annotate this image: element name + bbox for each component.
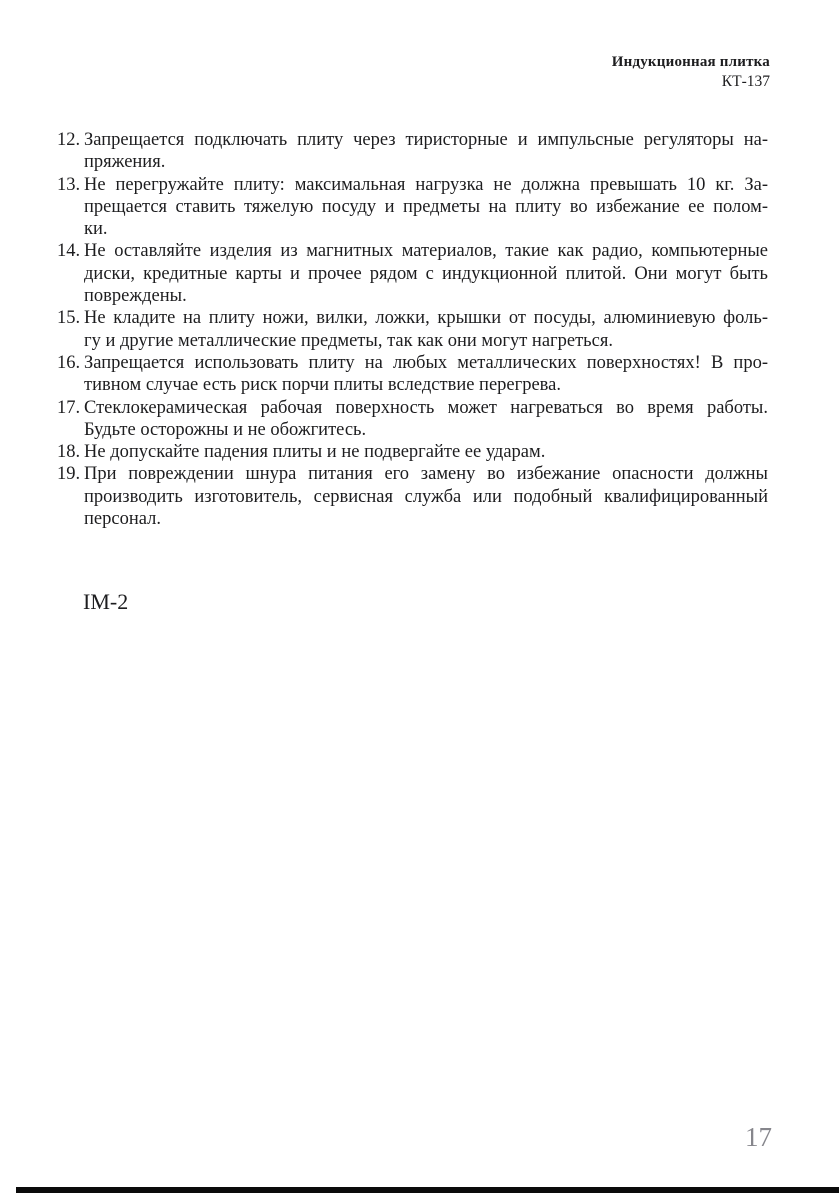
list-item-16 [57, 352, 768, 397]
item-line: диски, кредитные карты и прочее рядом с индукционной плитой. Они могут быть [84, 263, 768, 284]
item-line: При повреждении шнура питания его замену во избежание опасности должны [84, 464, 768, 485]
item-line: производить изготовитель, сервисная служба или подобный квалифицированный [84, 486, 768, 507]
item-line: Запрещается подключать плиту через тиристорные и импульсные регуляторы на- [84, 130, 768, 150]
item-number: 17. [57, 397, 81, 418]
item-line: Запрещается использовать плиту на любых металлических поверхностях! В про- [84, 352, 768, 373]
item-line: персонал. [84, 509, 161, 530]
item-line: тивном случае есть риск порчи плиты вследствие перегрева. [84, 375, 562, 396]
item-line: Не допускайте падения плиты и не подвергайте ее ударам. [84, 442, 546, 463]
scan-edge-line [16, 1187, 839, 1193]
item-number: 19. [57, 464, 81, 485]
item-number: 15. [57, 308, 81, 329]
item-line: ки. [84, 219, 108, 240]
list-item-15 [57, 307, 768, 352]
item-line: гу и другие металлические предметы, так как они могут нагреться. [84, 330, 613, 351]
page-number: 17 [745, 1122, 772, 1152]
model-number: КТ-137 [721, 73, 770, 90]
item-line: Не перегружайте плиту: максимальная нагрузка не должна превышать 10 кг. За- [84, 174, 768, 195]
item-line: повреждены. [84, 286, 187, 307]
item-line: Будьте осторожны и не обожгитесь. [84, 419, 367, 440]
item-number: 12. [57, 130, 81, 150]
product-title: Индукционная плитка [611, 54, 770, 70]
list-item-18 [57, 441, 768, 463]
page-header [612, 53, 770, 91]
item-line: Стеклокерамическая рабочая поверхность может нагреваться во время работы. [84, 397, 768, 418]
doc-code-label: IM-2 [83, 589, 129, 614]
item-line: Не кладите на плиту ножи, вилки, ложки, крышки от посуды, алюминиевую фоль- [84, 308, 768, 329]
list-item-19 [57, 463, 768, 530]
item-line: пряжения. [84, 152, 166, 173]
list-item-14 [57, 240, 768, 307]
list-item-12 [57, 129, 768, 174]
list-item-17 [57, 397, 768, 442]
item-number: 16. [57, 352, 81, 373]
item-line: прещается ставить тяжелую посуду и предметы на плиту во избежание ее полом- [84, 196, 768, 217]
item-line: Не оставляйте изделия из магнитных материалов, такие как радио, компьютерные [84, 241, 768, 262]
item-number: 13. [57, 174, 81, 195]
list-item-13 [57, 174, 768, 241]
safety-instructions-list [57, 129, 768, 530]
item-number: 18. [57, 442, 81, 463]
item-number: 14. [57, 241, 81, 262]
